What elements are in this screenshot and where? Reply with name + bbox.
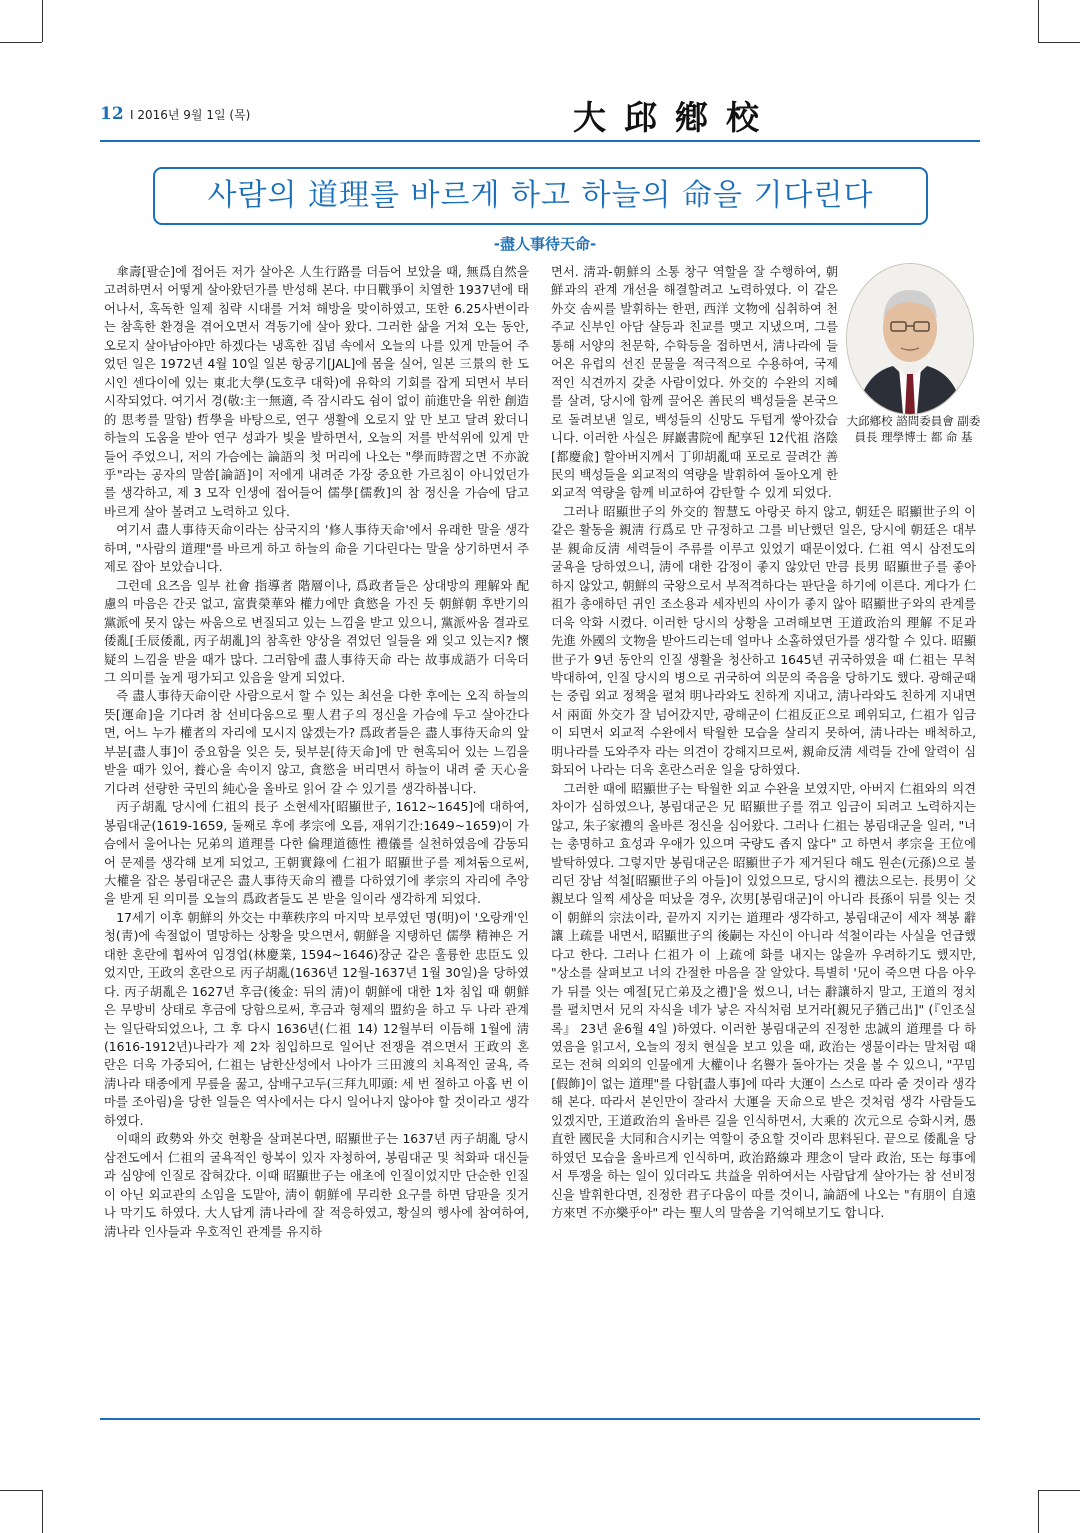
crop-mark-br-v — [1038, 1490, 1039, 1533]
paragraph: 여기서 盡人事待天命이라는 삼국지의 '修人事待天命'에서 유래한 말을 생각하며, "사람의 道理"를 바르게 하고 하늘의 命을 기다린다는 말을 상기하면서 주제로 잡아 보았습니다. — [104, 523, 529, 575]
footer-rule — [100, 1418, 980, 1420]
article-column-right — [551, 263, 981, 1223]
paragraph: 즉 盡人事待天命이란 사람으로서 할 수 있는 최선을 다한 후에는 오직 하늘의 뜻[運命]을 기다려 참 선비다움으로 聖人君子의 정신을 가슴에 두고 살아간다면, 어느 누가 權者의 자리에 모시지 않겠는가? 爲政者들은 盡人事待天命의 앞부분[盡人事]이 중요함을 잊은 듯, 뒷부분[待天命]에 만 현혹되어 있는 느낌을 받을 때가 있어, 養心을 속이지 않고, 貪慾을 버리면서 하늘이 내려 줄 天心을 기다려 선량한 국민의 純心을 올바로 읽어 갈 수 있기를 생각하봅니다. — [104, 689, 529, 796]
crop-mark-tr-v — [1038, 0, 1039, 42]
article-column-left — [104, 263, 529, 1241]
crop-mark-br-h — [1038, 1490, 1080, 1491]
paragraph: 丙子胡亂 당시에 仁祖의 長子 소현세자[昭顯世子, 1612~1645]에 대하여, 봉림대군(1619-1659, 둘째로 후에 孝宗에 오름, 재위기간:1649~1659)이 가슴에서 울어나는 兄弟의 道理를 다한 倫理道德性 禮儀를 실천하였음에 감동되어 문제를 생각해 보게 되었고, 王朝實錄에 仁祖가 昭顯世子를 제쳐둠으로써, 大權을 잡은 봉림대군은 盡人事待天命의 禮를 다하였기에 孝宗의 자리에 추앙을 받게 된 의미를 오늘의 爲政者들도 본 받을 일이라 생각하게 되었다. — [104, 800, 529, 907]
paragraph: 그러한 때에 昭顯世子는 탁월한 외교 수완을 보였지만, 아버지 仁祖와의 의견 차이가 심하였으나, 봉림대군은 兄 昭顯世子를 꺾고 임금이 되려고 노력하지는 않고, 朱子家禮의 올바른 정신을 심어왔다. 그러나 仁祖는 봉림대군을 일러, "너는 총명하고 효성과 우애가 있으며 국량도 좁지 않다" 고 하면서 孝宗을 王位에 발탁하였다. 그렇지만 봉림대군은 昭顯世子가 제거된다 해도 원손(元孫)으로 불리던 장남 석철[昭顯世子의 아들]이 있었으므로, 당시의 禮法으로는. 長男이 父親보다 일찍 세상을 떠났을 경우, 次男[봉림대군]이 아니라 長孫이 뒤를 잇는 것이 朝鮮의 宗法이라, 끝까지 지키는 道理라 생각하고, 봉림대군이 세자 책봉 辭讓 上疏를 내면서, 昭顯世子의 後嗣는 자신이 아니라 석철이라는 사실을 언급했다고 한다. 그러나 仁祖가 이 上疏에 화를 내지는 않을까 우려하기도 했지만, "상소를 살펴보고 너의 간절한 마음을 잘 알았다. 특별히 '兄이 죽으면 다음 아우가 뒤를 잇는 예절[兄亡弟及之禮]'을 썼으니, 너는 辭讓하지 말고, 王道의 정치를 펼치면서 兄의 자식을 네가 낳은 자식처럼 보거라[親兄子猶己出]" (『인조실록』 23년 윤6월 4일 )하였다. 이러한 봉림대군의 진정한 忠誠의 道理를 다 하였음을 읽고서, 오늘의 정치 현실을 보고 있을 때, 政治는 생물이라는 말처럼 때로는 전혀 의외의 인물에게 大權이나 名譽가 돌아가는 것을 볼 수 있으니, "꾸밈[假飾]이 없는 道理"를 다함[盡人事]에 따라 大運이 스스로 따라 줄 것이라 생각해 본다. 따라서 본인만이 잘라서 大運을 天命으로 받은 것처럼 생각 사람들도 있겠지만, 王道政治의 올바른 길을 인식하면서, 大乘的 次元으로 승화시켜, 愚直한 國民을 大同和合시키는 역할이 중요할 것이라 思料된다. 끝으로 倭亂을 당하였던 모습을 올바르게 인식하며, 政治路線과 理念이 달라 政治, 또는 每事에서 투쟁을 하는 일이 있더라도 共益을 위하여서는 사람답게 살아가는 참 선비정신을 발휘한다면, 진정한 君子다움이 따를 것이니, 論語에 나오는 "有朋이 自遠方來면 不亦樂乎아" 라는 聖人의 말씀을 기억해보기도 합니다. — [551, 781, 976, 1221]
article-title: 사람의 道理를 바르게 하고 하늘의 命을 기다린다 — [207, 178, 874, 213]
paragraph-continued: 면서. 淸과-朝鮮의 소통 창구 역할을 잘 수행하여, 朝鮮과의 관계 개선을 해결할려고 노력하였다. 이 같은 外交 솜씨를 발휘하는 한편, 西洋 文物에 심취하여 천주교 신부인 아담 샬등과 친교를 맺고 지냈으며, 그를 통해 서양의 천문학, 수학등을 접하면서, 淸나라에 들어온 유럽의 선진 문물을 적극적으로 수용하여, 국제적인 식견까지 갖춘 사람이었다. 外交的 수완의 지혜를 살려, 당시에 함께 끌어온 善民의 백성들을 본국으로 돌려보낸 일로, 백성들의 신망도 두텁게 쌓아갔습니다. 이러한 사실은 屛巖書院에 配享된 12代祖 洛陰[都慶兪] 할아버지께서 丁卯胡亂때 포로로 끌려간 善民의 백성들을 외교적의 역량을 발휘하여 돌아오게 한 외교적 역량을 함께 비교하여 감탄할 수 있게 되었다. — [551, 265, 838, 501]
author-caption — [846, 413, 981, 445]
page-header — [100, 98, 980, 137]
paragraph: 그러나 昭顯世子의 外交的 智慧도 아랑곳 하지 않고, 朝廷은 昭顯世子의 이같은 활동을 親淸 行爲로 만 규정하고 그를 비난했던 일은, 당시에 朝廷은 대부분 親命反淸 세력들이 주류를 이루고 있었기 때문이었다. 仁祖 역시 삼전도의 굴욕을 당하였으니, 淸에 대한 감정이 좋지 않았던 만큼 長男 昭顯世子를 좋아하지 않았고, 朝鮮의 국왕으로서 부적격하다는 판단을 하기에 이른다. 게다가 仁祖가 총애하던 귀인 조소용과 세자빈의 사이가 좋지 않아 昭顯世子와의 관계를 더욱 악화 시켰다. 이러한 당시의 상황을 고려해보면 王道政治의 理解 不足과 先進 外國의 文物을 받아드리는데 얼마나 소홀하였던가를 생각할 수 있다. 昭顯世子가 9년 동안의 인질 생활을 청산하고 1645년 귀국하였을 때 仁祖는 무척 박대하여, 인질 당시의 병으로 귀국하여 의문의 죽음을 당하기도 했다. 광해군때는 중립 외교 정책을 펼쳐 明나라와도 친하게 지내고, 淸나라와도 친하게 지내면서 兩面 外交가 잘 넘어갔지만, 광해군이 仁祖反正으로 폐위되고, 仁祖가 임금이 되면서 외교적 수완에서 탁월한 모습을 살리지 못하여, 淸나라는 배척하고, 明나라를 도와주자 라는 의견이 강해지므로써, 親命反淸 세력들 간에 알력이 심화되어 나라는 더욱 혼란스러운 일을 당하였다. — [551, 504, 976, 778]
paragraph: 그런데 요즈음 일부 社會 指導者 階層이나, 爲政者들은 상대방의 理解와 配慮의 마음은 간곳 없고, 富貴榮華와 權力에만 貪慾을 가진 듯 朝鮮朝 후반기의 黨派에 못지 않는 싸움으로 변질되고 있는 느낌을 받고 있으니, 黨派싸움 결과로 倭亂[壬辰倭亂, 丙子胡亂]의 참혹한 양상을 겪었던 일들을 왜 잊고 있는지? 懷疑의 느낌을 받을 때가 많다. 그러함에 盡人事待天命 라는 故事成語가 더욱더 그 의미를 높게 평가되고 있음을 알게 되었다. — [104, 578, 529, 685]
crop-mark-tl-h — [0, 42, 42, 43]
crop-mark-bl-v — [42, 1490, 43, 1533]
title-banner — [153, 167, 928, 225]
page-number: 12 — [100, 104, 124, 124]
paragraph: 이때의 政勢와 外交 현황을 살펴본다면, 昭顯世子는 1637년 丙子胡亂 당시 삼전도에서 仁祖의 굴욕적인 항복이 있자 자청하여, 봉림대군 및 척화파 대신들과 심양에 인질로 잡혀갔다. 이때 昭顯世子는 애초에 인질이었지만 단순한 인질이 아닌 외교관의 소임을 도맡아, 淸이 朝鮮에 무리한 요구를 하면 담판을 짓거나 막기도 하였다. 大人답게 淸나라에 잘 적응하였고, 황실의 행사에 참여하여, 淸나라 인사들과 우호적인 관계를 유지하 — [104, 1132, 529, 1239]
masthead-logo: 大邱鄕校 — [573, 98, 777, 137]
paragraph: 17세기 이후 朝鮮의 外交는 中華秩序의 마지막 보루였던 명(明)이 '오랑캐'인 청(靑)에 속절없이 멸망하는 상황을 맞으면서, 朝鮮을 지탱하던 儒學 精神은 거대한 혼란에 휩싸여 임경업(林慶業, 1594~1646)장군 같은 훌륭한 忠臣도 있었지만, 王政의 혼란으로 丙子胡亂(1636년 12월-1637년 1월 30일)을 당하였다. 丙子胡亂은 1627년 후금(後金: 뒤의 淸)이 朝鮮에 대한 1차 침입 때 朝鮮은 무방비 상태로 후금에 당함으로써, 후금과 형제의 盟約을 하고 두 나라 관계는 일단락되었으나, 그 후 다시 1636년(仁祖 14) 12월부터 이듬해 1월에 淸(1616-1912년)나라가 제 2차 침입하므로 일어난 전쟁을 겪으면서 王政의 혼란은 더욱 가중되어, 仁祖는 남한산성에서 나아가 三田渡의 치욕적인 굴욕, 즉 淸나라 태종에게 무릎을 꿇고, 삼배구고두(三拜九叩頭: 세 번 절하고 아홉 번 이마를 조아림)을 당한 일들은 역사에서는 다시 일어나지 않아야 할 것이라고 생각하였다. — [104, 910, 529, 1128]
crop-mark-tr-h — [1038, 42, 1080, 43]
header-rule — [100, 140, 980, 142]
author-portrait — [846, 263, 974, 415]
article-subtitle: -盡人事待天命- — [493, 235, 597, 253]
caption-line: 大邱鄕校 諮問委員會 副委 — [846, 414, 981, 428]
paragraph: 傘壽[팔순]에 접어든 저가 살아온 人生行路를 더듬어 보았을 때, 無爲自然을 고려하면서 어떻게 살아왔던가를 반성해 본다. 中日戰爭이 치열한 1937년에 태어나서, 혹독한 일제 침략 시대를 거쳐 해방을 맞이하였고, 또한 6.25사변이라는 참혹한 환경을 겪어오면서 격동기에 살아 왔다. 그러한 삶을 거쳐 오는 동안, 오로지 살아남아야만 하겠다는 냉혹한 집념 속에서 오늘의 나를 있게 만들어 주었던 일은 1972년 4월 10일 일본 항공기[JAL]에 몸을 실어, 일본 三景의 한 도시인 센다이에 있는 東北大學(도호쿠 대학)에 유학의 기회를 잡게 되면서 부터 시작되었다. 여기서 경(敬:主一無適, 즉 잠시라도 쉼이 없이 前進만을 위한 創造的 思考를 말함) 哲學을 바탕으로, 연구 생활에 오로지 앞 만 보고 달려 왔더니 하늘의 도움을 받아 연구 성과가 빛을 발하면서, 오늘의 저를 반석위에 있게 만들어 주었으니, 저의 가슴에는 論語의 첫 머리에 나오는 "學而時習之면 不亦說乎"라는 공자의 말씀[論語]이 저에게 내려준 가장 중요한 가르침이 아니었던가를 생각하고, 제 3 모작 인생에 접어들어 儒學[儒敎]의 참 정신을 가슴에 담고 바르게 살아 볼려고 노력하고 있다. — [104, 265, 529, 519]
author-photo-block — [846, 263, 981, 481]
author-portrait-image — [847, 264, 973, 414]
crop-mark-tl-v — [42, 0, 43, 42]
crop-mark-bl-h — [0, 1490, 42, 1491]
issue-date: I 2016년 9월 1일 (목) — [130, 108, 251, 122]
caption-line: 員長 理學博士 都 命 基 — [854, 430, 973, 444]
